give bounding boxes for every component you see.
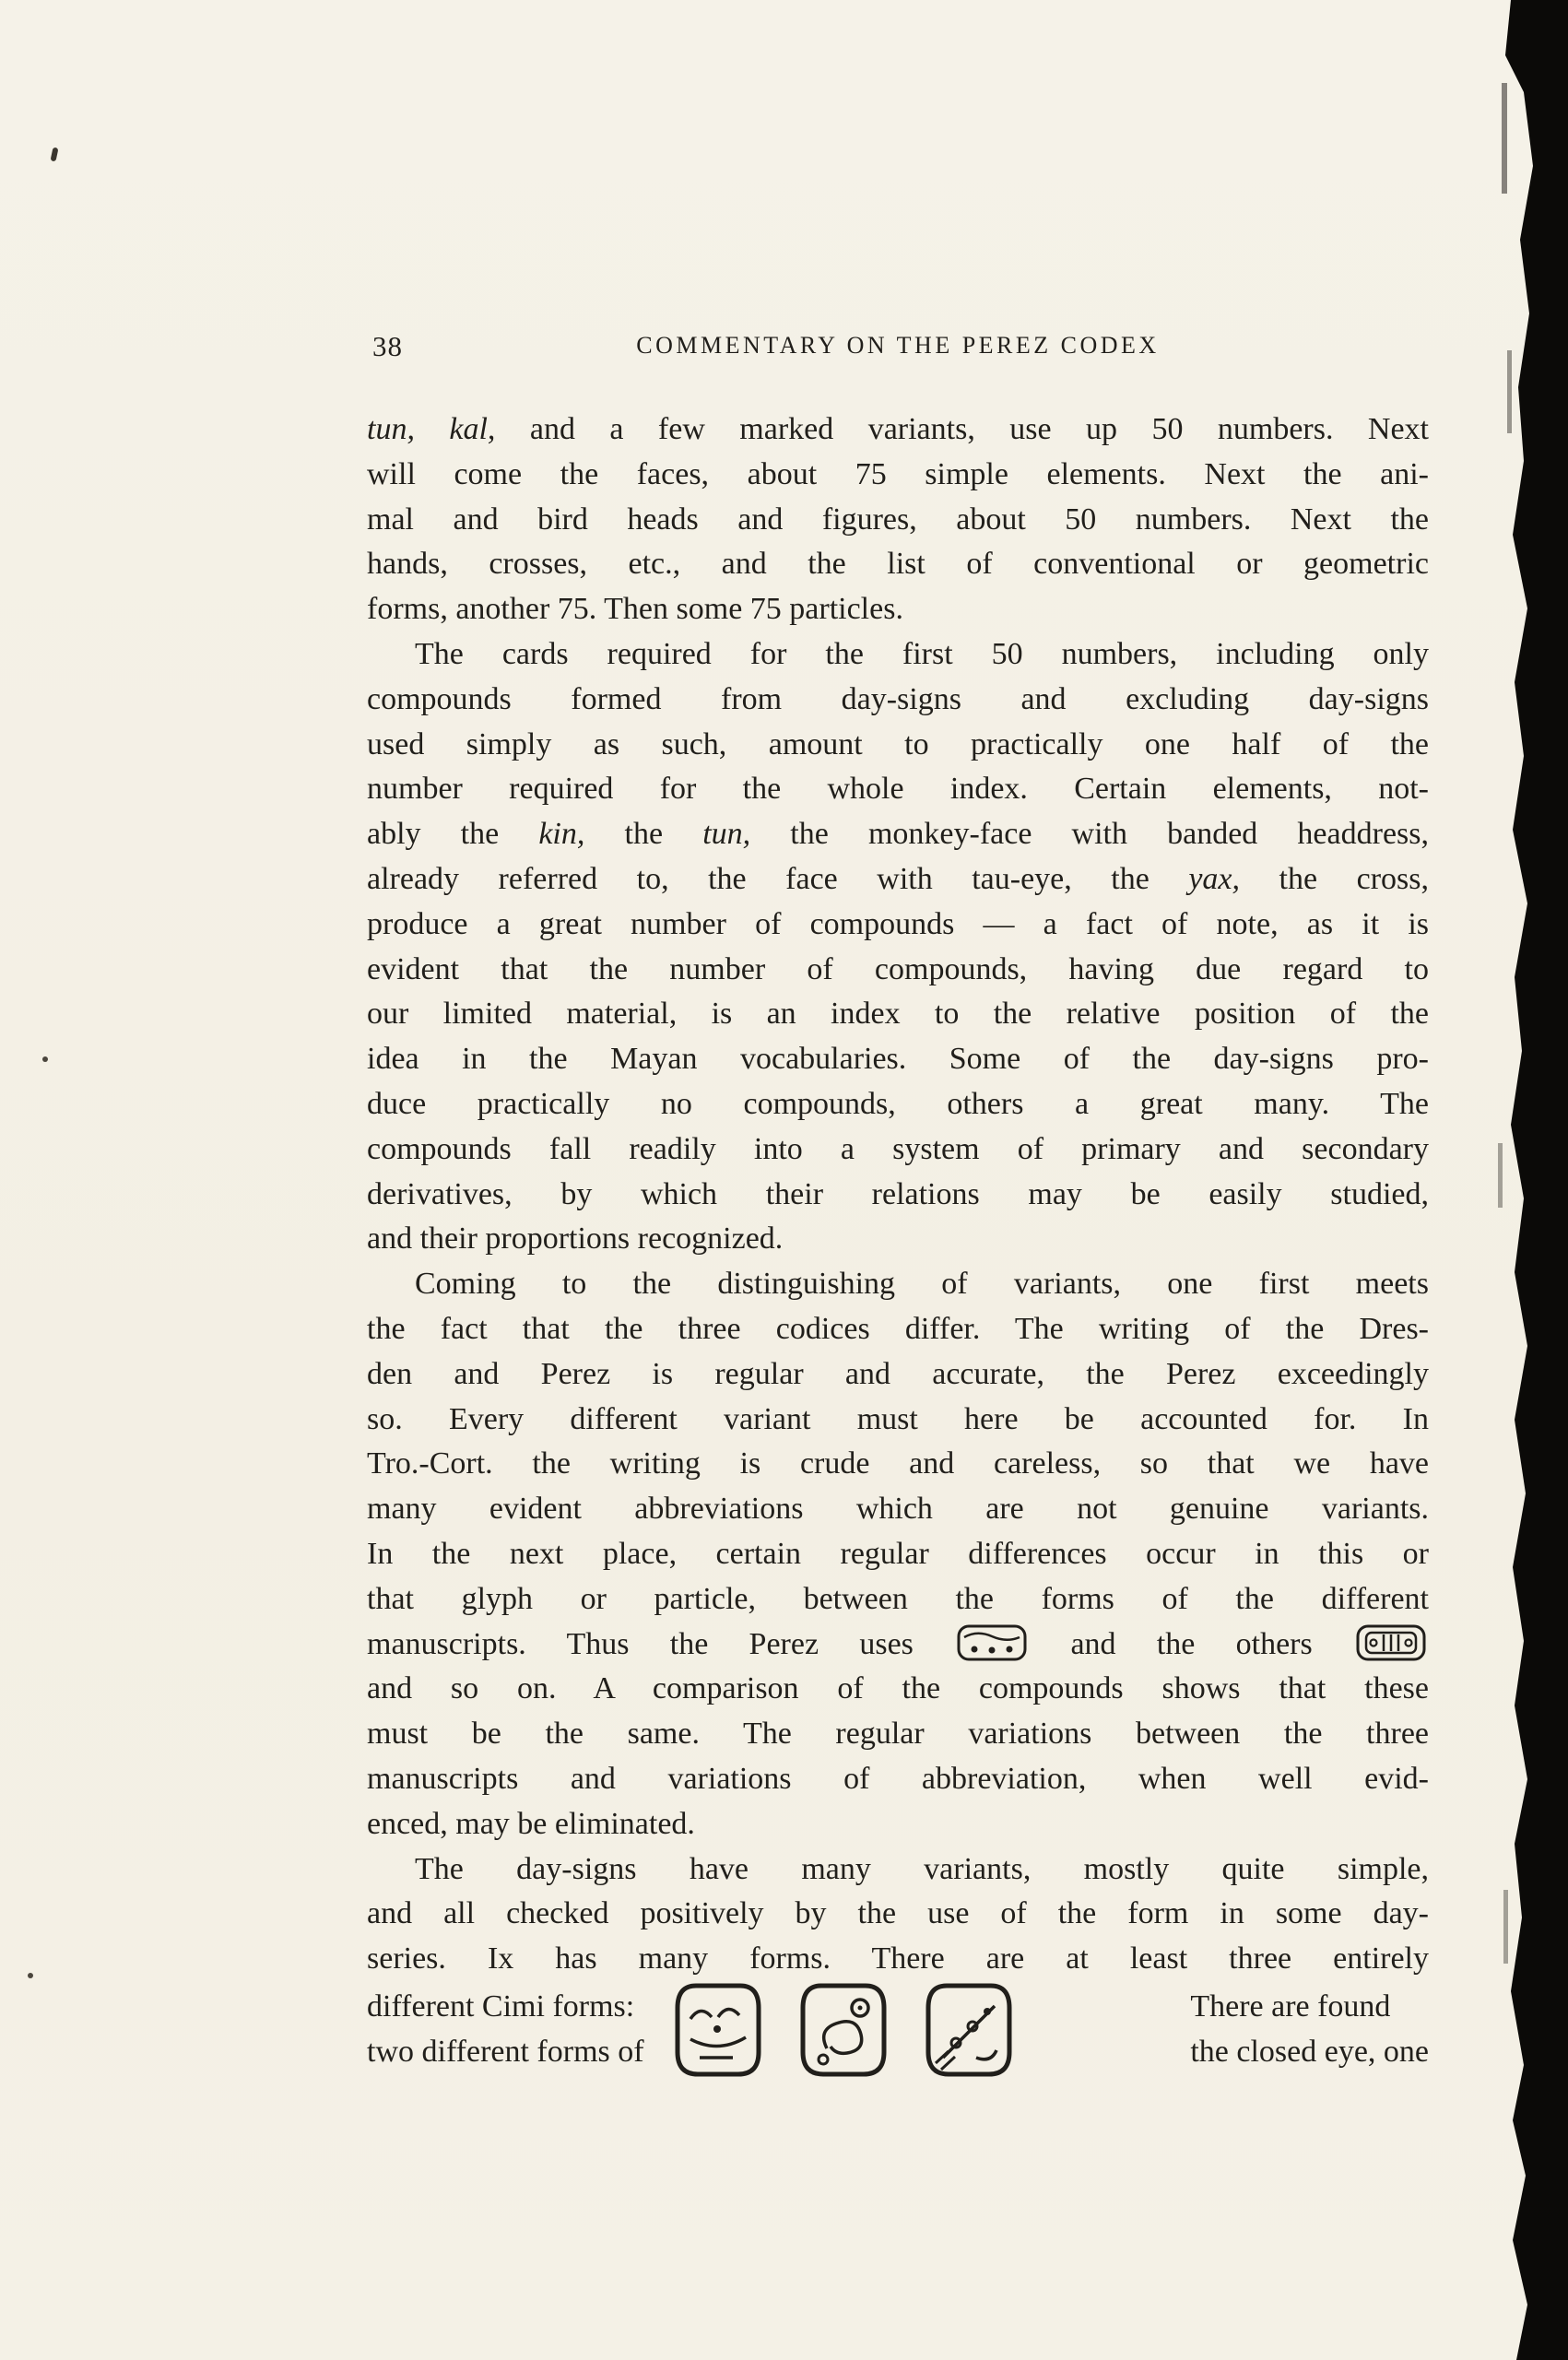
text-line: that glyph or particle, between the forms of the different bbox=[367, 1581, 1429, 1616]
text-line: and their proportions recognized. bbox=[367, 1221, 784, 1257]
text-line: tun, kal, and a few marked variants, use up 50 numbers. Next bbox=[367, 412, 1429, 446]
cimi-glyph-variant-3 bbox=[923, 1978, 1015, 2082]
running-header: COMMENTARY ON THE PEREZ CODEX bbox=[636, 332, 1160, 359]
figure-right-text bbox=[1190, 1985, 1429, 2075]
paragraph bbox=[367, 632, 1429, 1262]
text-line: manuscripts. Thus the Perez uses and the others bbox=[367, 1622, 1429, 1668]
alternate-tun-glyph bbox=[1355, 1623, 1427, 1662]
text-line: the closed eye, one bbox=[1190, 2035, 1429, 2069]
text-line: forms, another 75. Then some 75 particles. bbox=[367, 592, 903, 627]
text-line: series. Ix has many forms. There are at least three entirely bbox=[367, 1941, 1429, 1976]
figure-left-text bbox=[367, 1985, 644, 2075]
gutter-shadow bbox=[1485, 0, 1568, 2360]
text-line: will come the faces, about 75 simple elements. Next the ani- bbox=[367, 456, 1429, 491]
text-line: manuscripts and variations of abbreviation, when well evid- bbox=[367, 1761, 1429, 1796]
text-block bbox=[367, 407, 1429, 1982]
text-line: ably the kin, the tun, the monkey-face with banded headdress, bbox=[367, 817, 1429, 852]
text-line: There are found bbox=[1190, 1989, 1391, 2024]
text-line: derivatives, by which their relations may be easily studied, bbox=[367, 1176, 1429, 1211]
text-line: hands, crosses, etc., and the list of conventional or geometric bbox=[367, 547, 1429, 582]
scan-speck bbox=[51, 148, 59, 162]
text-line: produce a great number of compounds — a fact of note, as it is bbox=[367, 906, 1429, 941]
scan-speck bbox=[42, 1056, 48, 1062]
text-line: In the next place, certain regular differences occur in this or bbox=[367, 1536, 1429, 1571]
text-line: used simply as such, amount to practically one half of the bbox=[367, 726, 1429, 761]
text-line: duce practically no compounds, others a great many. The bbox=[367, 1086, 1429, 1121]
text-line: mal and bird heads and figures, about 50 numbers. Next the bbox=[367, 502, 1429, 537]
text-line: different Cimi forms: bbox=[367, 1989, 635, 2024]
text-line: The day-signs have many variants, mostly quite simple, bbox=[415, 1851, 1429, 1886]
paragraph bbox=[367, 1262, 1429, 1847]
paragraph bbox=[367, 407, 1429, 632]
text-line: our limited material, is an index to the relative position of the bbox=[367, 997, 1429, 1032]
text-line: den and Perez is regular and accurate, the Perez exceedingly bbox=[367, 1356, 1429, 1391]
text-line: so. Every different variant must here be accounted for. In bbox=[367, 1401, 1429, 1436]
text-line: number required for the whole index. Certain elements, not- bbox=[367, 772, 1429, 807]
text-line: many evident abbreviations which are not genuine variants. bbox=[367, 1492, 1429, 1527]
text-line: The cards required for the first 50 numbers, including only bbox=[415, 636, 1429, 671]
text-line: must be the same. The regular variations between the three bbox=[367, 1717, 1429, 1752]
scan-speck bbox=[28, 1973, 33, 1978]
text-line: already referred to, the face with tau-eye, the yax, the cross, bbox=[367, 861, 1429, 896]
text-line: enced, may be eliminated. bbox=[367, 1806, 695, 1841]
page-number: 38 bbox=[372, 330, 403, 362]
page-header bbox=[367, 328, 1429, 369]
cimi-glyphs bbox=[672, 1978, 1015, 2082]
text-line: compounds formed from day-signs and excluding day-signs bbox=[367, 681, 1429, 716]
perez-tun-glyph bbox=[956, 1623, 1028, 1662]
text-line: Coming to the distinguishing of variants, one first meets bbox=[415, 1267, 1429, 1302]
text-line: and all checked positively by the use of the form in some day- bbox=[367, 1896, 1429, 1931]
cimi-glyph-variant-2 bbox=[797, 1978, 890, 2082]
cimi-glyph-variant-1 bbox=[672, 1978, 764, 2082]
text-line: Tro.-Cort. the writing is crude and careless, so that we have bbox=[367, 1446, 1429, 1481]
text-line: and so on. A comparison of the compounds shows that these bbox=[367, 1671, 1429, 1706]
text-line: idea in the Mayan vocabularies. Some of the day-signs pro- bbox=[367, 1042, 1429, 1077]
text-line: two different forms of bbox=[367, 2035, 644, 2069]
paragraph bbox=[367, 1847, 1429, 1982]
text-line: evident that the number of compounds, having due regard to bbox=[367, 951, 1429, 986]
text-line: compounds fall readily into a system of primary and secondary bbox=[367, 1131, 1429, 1166]
cimi-figure-row bbox=[367, 1978, 1429, 2082]
text-line: the fact that the three codices differ. The writing of the Dres- bbox=[367, 1311, 1429, 1346]
